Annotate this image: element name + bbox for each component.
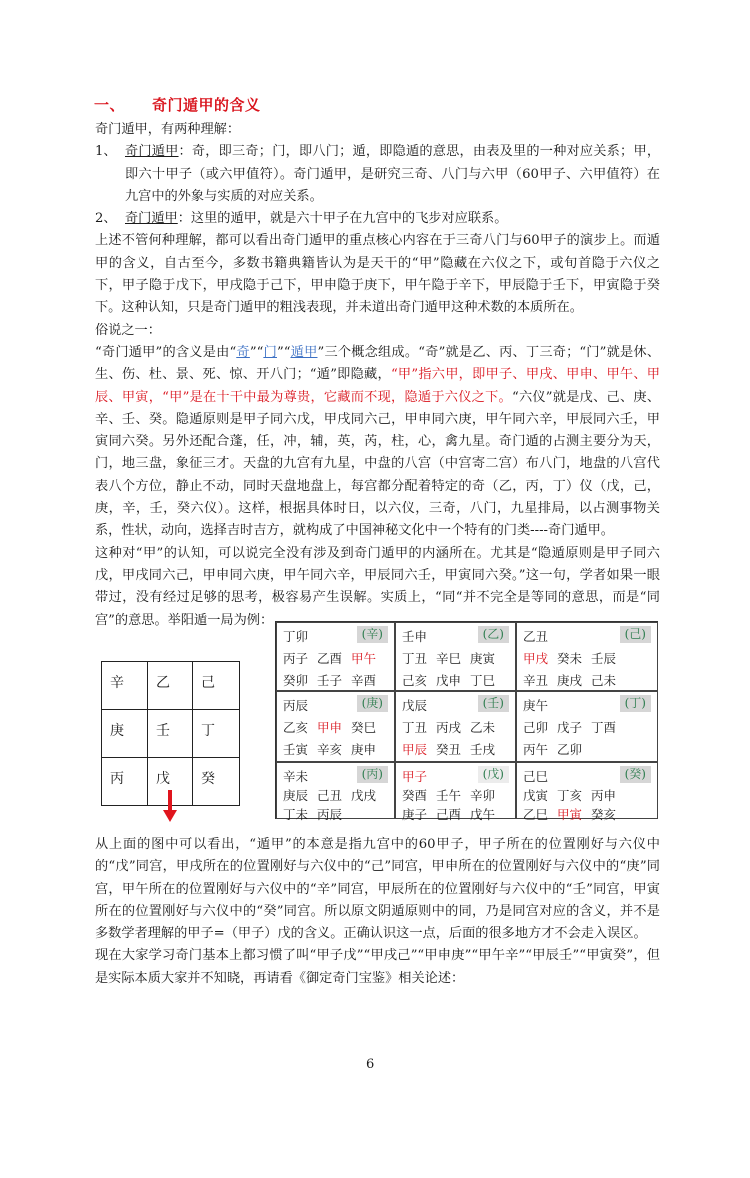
palace-cell: [395, 622, 516, 691]
palace-entry: 癸卯: [283, 673, 309, 688]
palace-entry: 壬子: [317, 673, 343, 688]
palace-entry: 丁巳: [470, 673, 496, 688]
link-dunjia[interactable]: 遁甲: [290, 344, 318, 360]
palace-entry: 戊午: [470, 807, 496, 822]
palace-entry: 己亥: [402, 673, 428, 688]
palace-head: 乙丑: [523, 629, 549, 644]
paragraph-5: 现在大家学习奇门基本上都习惯了叫“甲子戊”“甲戌己”“甲申庚”“甲午辛”“甲辰壬”“甲寅癸”，但是实际本质大家并不知晓，再请看《御定奇门宝鉴》相关论述：: [95, 948, 660, 986]
palace-entry: 己未: [591, 673, 617, 688]
palace-head: 辛未: [283, 769, 309, 784]
p2-text-c: ”“: [276, 344, 291, 360]
palace-entry: 庚子: [402, 807, 428, 822]
palace-entry: 壬寅: [283, 742, 309, 757]
palace-badge: (戊): [478, 766, 509, 783]
palace-head: 己巳: [523, 769, 549, 784]
luoshu-grid: [101, 661, 240, 806]
palace-cell: [276, 762, 395, 822]
palace-entry: 癸酉: [402, 788, 428, 803]
grid-cell: 乙: [148, 662, 193, 710]
palace-entry: 庚辰: [283, 788, 309, 803]
paragraph-4: 从上面的图中可以看出，“遁甲”的本意是指九宫中的60甲子，甲子所在的位置刚好与六仪中的“戊”同宫，甲戌所在的位置刚好与六仪中的“己”同宫，甲申所在的位置刚好与六仪中的“庚”同宫，甲午所在的位置刚好与六仪中的“辛”同宫，甲辰所在的位置刚好与六仪中的“壬”同宫，甲寅所在的位置刚好与六仪中的“癸”同宫。所以原文阴遁原则中的同，乃是同宫对应的含义，并不是多数学者理解的甲子=（甲子）戊的含义。正确认识这一点，后面的很多地方才不会走入误区。: [95, 837, 660, 942]
palace-cell: [516, 691, 658, 762]
palace-badge: (庚): [357, 695, 388, 712]
palace-badge: (癸): [620, 766, 651, 783]
link-men[interactable]: 门: [263, 344, 277, 360]
palace-entry: 乙亥: [283, 720, 309, 735]
palace-entry: 丙午: [523, 742, 549, 757]
palace-entry: 丁未: [283, 807, 309, 822]
palace-entry: 丁酉: [591, 720, 617, 735]
p2-red-text: “甲”指六甲，即甲子、甲戌、甲申、甲午、甲辰、甲寅，“甲”是在十干中最为尊贵，它藏而不现，隐遁于六仪之下。: [95, 367, 660, 405]
palace-entry: 乙未: [470, 720, 496, 735]
palace-entry: 甲戌: [523, 651, 549, 666]
palace-entry: 甲申: [317, 720, 343, 735]
palace-entry: 丙戌: [436, 720, 462, 735]
palace-badge: (己): [620, 626, 651, 643]
palace-row: [283, 740, 385, 758]
p2-text-b: ”“: [249, 344, 264, 360]
palace-entry: 壬辰: [591, 651, 617, 666]
palace-entry: 辛丑: [523, 673, 549, 688]
palace-entry: 甲寅: [557, 807, 583, 822]
palace-row: [402, 671, 504, 689]
palace-entry: 辛亥: [317, 742, 343, 757]
link-qi[interactable]: 奇: [236, 344, 250, 360]
palace-row: [283, 649, 385, 667]
palace-entry: 辛巳: [436, 651, 462, 666]
palace-row: [283, 805, 385, 823]
section-heading: [94, 94, 261, 115]
palace-row: [402, 740, 504, 758]
palace-head: 甲子: [402, 769, 428, 784]
body-text-bottom: [95, 834, 660, 990]
list-text-2: ：这里的遁甲，就是六十甲子在九宫中的飞步对应联系。: [177, 211, 508, 227]
p2-text-e: “六仪”就是戊、己、庚、辛、壬、癸。隐遁原则是甲子同六戊，甲戌同六己，甲申同六庚，甲午同六辛，甲辰同六壬，甲寅同六癸。另外还配合蓬，任，冲，辅，英，芮，柱，心，禽九星。奇门遁的占测主要分为天，门，地三盘，象征三才。天盘的九宫有九星，中盘的八宫（中宫寄二宫）布八门，地盘的八宫代表八个方位，静止不动，同时天盘地盘上，每宫都分配着特定的奇（乙，丙，丁）仪（戊，己，庚，辛，壬，癸六仪）。这样，根据具体时日，以六仪，三奇，八门，九星排局，以占测事物关系，性状，动向，选择吉时吉方，就构成了中国神秘文化中一个特有的门类----奇门遁甲。: [95, 389, 661, 539]
palace-row: [402, 805, 504, 823]
palace-row: [283, 786, 385, 804]
grid-cell: 丙: [102, 758, 148, 806]
palace-entry: 戊子: [557, 720, 583, 735]
palace-entry: 辛酉: [351, 673, 377, 688]
palace-entry: 丁亥: [557, 788, 583, 803]
grid-cell: 己: [193, 662, 240, 710]
list-number-1: 1、: [95, 144, 117, 160]
page-number: 6: [366, 1057, 375, 1072]
paragraph-1: 上述不管何种理解，都可以看出奇门遁甲的重点核心内容在于三奇八门与60甲子的演步上。而遁甲的含义，自古至今，多数书籍典籍皆认为是天干的“甲”隐藏在六仪之下，或旬首隐于六仪之下，甲子隐于戊下，甲戌隐于己下，甲申隐于庚下，甲午隐于辛下，甲辰隐于壬下，甲寅隐于癸下。这种认知，只是奇门遁甲的粗浅表现，并未道出奇门遁甲这种术数的本质所在。: [95, 233, 660, 316]
palace-row: [523, 718, 625, 736]
palace-row: [523, 805, 625, 823]
body-text-top: [95, 119, 660, 632]
paragraph-3: 这种对“甲”的认知，可以说完全没有涉及到奇门遁甲的内涵所在。尤其是“隐遁原则是甲子同六戊，甲戌同六己，甲申同六庚，甲午同六辛，甲辰同六壬，甲寅同六癸。”这一句，学者如果一眼带过，没有经过足够的思考，极容易产生误解。实质上，“同“并不完全是等同的意思，而是“同宫”的意思。举阳遁一局为例：: [95, 545, 660, 628]
palace-entry: 庚申: [351, 742, 377, 757]
palace-head: 丙辰: [283, 698, 309, 713]
palace-row: [402, 718, 504, 736]
palace-entry: 辛卯: [470, 788, 496, 803]
palace-entry: 壬午: [436, 788, 462, 803]
palace-entry: 庚戌: [557, 673, 583, 688]
intro-line: 奇门遁甲，有两种理解：: [95, 122, 241, 137]
palace-entry: 甲辰: [402, 742, 428, 757]
palace-entry: 丙辰: [317, 807, 343, 822]
palace-entry: 己卯: [523, 720, 549, 735]
grid-cell: 癸: [193, 758, 240, 806]
nine-palace-grid: [275, 621, 658, 822]
p2-text-a: “奇门遁甲”的含义是由“: [95, 344, 237, 360]
palace-entry: 乙卯: [557, 742, 583, 757]
palace-entry: 戊戌: [351, 788, 377, 803]
palace-cell: [516, 622, 658, 691]
list-term-1: 奇门遁甲: [125, 144, 179, 160]
palace-head: 庚午: [523, 698, 549, 713]
palace-entry: 丁丑: [402, 720, 428, 735]
p2-text-d: ”三个概念组成。“奇”就是乙、丙、丁三奇；“门”就是休、生、伤、杜、景、死、惊、开八门；“遁”即隐藏，: [95, 344, 661, 383]
palace-cell: [395, 762, 516, 822]
palace-entry: 乙酉: [317, 651, 343, 666]
palace-entry: 己酉: [436, 807, 462, 822]
palace-cell: [276, 622, 395, 691]
palace-entry: 己丑: [317, 788, 343, 803]
palace-row: [402, 786, 504, 804]
palace-cell: [395, 691, 516, 762]
palace-row: [523, 740, 625, 758]
list-text-1: ：奇，即三奇；门，即八门；遁，即隐遁的意思，由表及里的一种对应关系；甲，即六十甲子（或六甲值符）。奇门遁甲，是研究三奇、八门与六甲（60甲子、六甲值符）在九宫中的外象与实质的对应关系。: [125, 144, 661, 204]
palace-entry: 戊寅: [523, 788, 549, 803]
palace-head: 戊辰: [402, 698, 428, 713]
palace-badge: (壬): [478, 695, 509, 712]
palace-entry: 戊申: [436, 673, 462, 688]
palace-row: [523, 671, 625, 689]
palace-entry: 癸未: [557, 651, 583, 666]
palace-badge: (丙): [357, 766, 388, 783]
arrow-down-icon: [163, 790, 177, 822]
palace-row: [402, 649, 504, 667]
palace-entry: 甲午: [351, 651, 377, 666]
palace-entry: 乙巳: [523, 807, 549, 822]
heading-title: 奇门遁甲的含义: [152, 96, 261, 114]
palace-row: [283, 671, 385, 689]
list-term-2: 奇门遁甲: [125, 211, 178, 227]
saying-label: 俗说之一：: [95, 322, 161, 338]
list-item-1: [95, 141, 660, 208]
palace-row: [523, 786, 625, 804]
palace-entry: 癸亥: [591, 807, 617, 822]
palace-row: [523, 649, 625, 667]
grid-cell: 辛: [102, 662, 148, 710]
palace-cell: [276, 691, 395, 762]
heading-number: 一、: [94, 96, 126, 114]
palace-entry: 癸丑: [436, 742, 462, 757]
grid-row: [102, 710, 240, 758]
paragraph-2: [95, 342, 660, 543]
palace-entry: 丙申: [591, 788, 617, 803]
palace-badge: (丁): [620, 695, 651, 712]
palace-entry: 丙子: [283, 651, 309, 666]
list-number-2: 2、: [95, 211, 117, 227]
grid-row: [102, 662, 240, 710]
palace-head: 丁卯: [283, 629, 309, 644]
palace-row: [283, 718, 385, 736]
grid-cell: 壬: [148, 710, 193, 758]
grid-cell: 戊: [148, 758, 193, 806]
list-item-2: [95, 208, 660, 230]
palace-entry: 庚寅: [470, 651, 496, 666]
palace-entry: 丁丑: [402, 651, 428, 666]
palace-cell: [516, 762, 658, 822]
grid-cell: 丁: [193, 710, 240, 758]
palace-entry: 癸巳: [351, 720, 377, 735]
palace-entry: 壬戌: [470, 742, 496, 757]
palace-badge: (辛): [357, 626, 388, 643]
palace-badge: (乙): [478, 626, 509, 643]
grid-cell: 庚: [102, 710, 148, 758]
palace-head: 壬申: [402, 629, 428, 644]
